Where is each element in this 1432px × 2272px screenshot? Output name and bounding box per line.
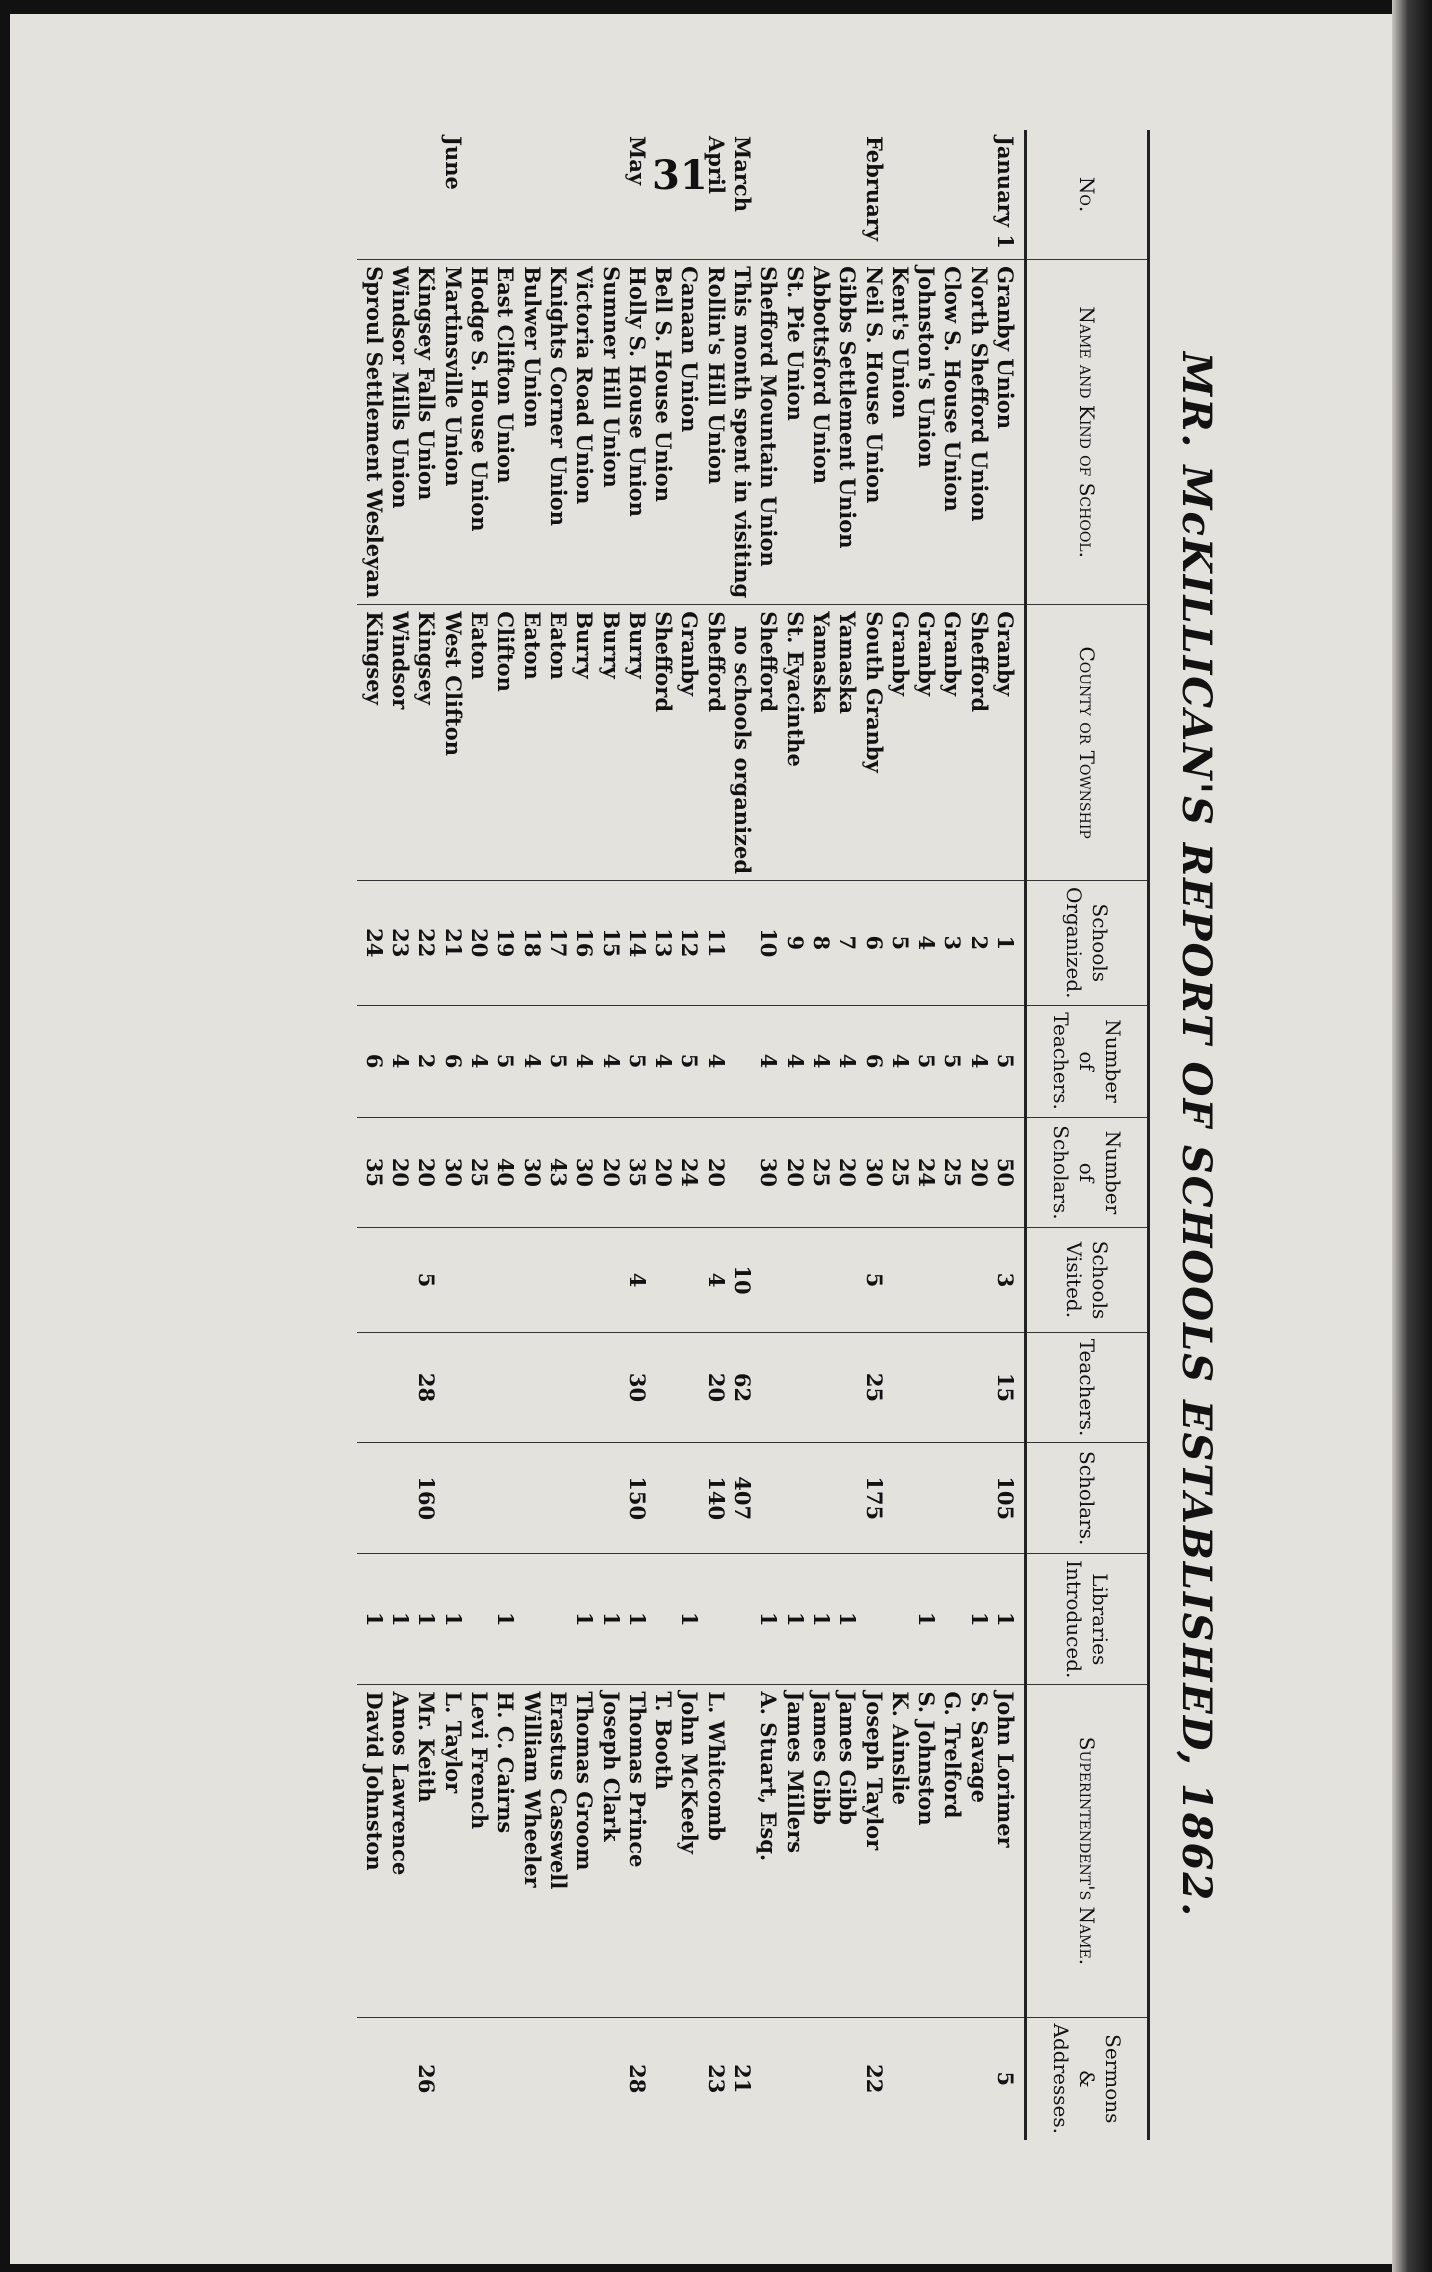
table-body-row bbox=[357, 130, 1026, 2140]
header-visited: Schools Visited. bbox=[1026, 1228, 1149, 1332]
num-scholars-column: 50 20 25 24 25 30 20 25 20 30 20 24 20 35 20 30 43 30 40 25 30 20 20 35 bbox=[357, 1117, 1026, 1228]
school-name-column: Granby Union North Shefford Union Clow S. House Union Johnston's Union Kent's Union Neil S. House Union Gibbs Settlement Union Abbottsford Union St. Pie Union Shefford Mountain Union This month spent in visiting Rollin's Hill Union Canaan Union Bell S. House Union Holly S. House Union Sumner Hill Union Victoria Road Union Knights Corner Union Bulwer Union East Clifton Union Hodge S. House Union Martinsville Union Kingsey Falls Union Windsor Mills Union Sproul Settlement Wesleyan bbox=[357, 260, 1026, 605]
num-teachers-column: 5 4 5 5 4 6 4 4 4 4 4 5 4 5 4 4 5 4 5 4 6 2 4 6 bbox=[357, 1005, 1026, 1117]
page-number: 31 bbox=[652, 152, 708, 199]
report-title: MR. McKILLICAN'S REPORT OF SCHOOLS ESTABLISHED, 1862. bbox=[1173, 351, 1220, 1919]
header-name: Name and Kind of School. bbox=[1026, 260, 1149, 605]
header-num-teachers: Number of Teachers. bbox=[1026, 1005, 1149, 1117]
header-county: County or Township bbox=[1026, 605, 1149, 881]
visited-column: 3 5 10 4 4 5 bbox=[357, 1228, 1026, 1332]
header-num-scholars: Number of Scholars. bbox=[1026, 1117, 1149, 1228]
month-column: January 1 February March April May June bbox=[357, 130, 1026, 260]
header-organized: Schools Organized. bbox=[1026, 881, 1149, 1006]
header-superintendent: Superintendent's Name. bbox=[1026, 1685, 1149, 2017]
schools-table bbox=[357, 130, 1150, 2140]
superintendent-column: John Lorimer S. Savage G. Trelford S. Johnston K. Ainslie Joseph Taylor James Gibb James Gibb James Millers A. Stuart, Esq. L. Whitcomb John McKeely T. Booth Thomas Prince Joseph Clark Thomas Groom Erastus Casswell William Wheeler H. C. Cairns Levi French L. Taylor Mr. Keith Amos Lawrence David Johnston bbox=[357, 1685, 1026, 2017]
scholars-column: 105 175 407 140 150 160 bbox=[357, 1443, 1026, 1554]
book-spine bbox=[1392, 0, 1432, 2272]
teachers-column: 15 25 62 20 30 28 bbox=[357, 1332, 1026, 1443]
organized-column: 1 2 3 4 5 6 7 8 9 10 11 12 13 14 15 16 17 18 19 20 21 22 23 24 bbox=[357, 881, 1026, 1006]
libraries-column: 1 1 1 1 1 1 1 1 1 1 1 1 1 1 1 1 bbox=[357, 1554, 1026, 1685]
header-no: No. bbox=[1026, 130, 1149, 260]
header-teachers: Teachers. bbox=[1026, 1332, 1149, 1443]
rotated-report-table bbox=[200, 130, 1220, 2140]
county-column: Granby Shefford Granby Granby Granby South Granby Yamaska Yamaska St. Eyacinthe Shefford no schools organized Shefford Granby Shefford Burry Burry Burry Eaton Eaton Clifton Eaton West Clifton Kingsey Windsor Kingsey bbox=[357, 605, 1026, 881]
sermons-column: 5 22 21 23 28 26 bbox=[414, 2064, 1018, 2094]
header-libraries: Libraries Introduced. bbox=[1026, 1554, 1149, 1685]
header-scholars: Scholars. bbox=[1026, 1443, 1149, 1554]
header-sermons: Sermons & Addresses. bbox=[1026, 2017, 1149, 2140]
